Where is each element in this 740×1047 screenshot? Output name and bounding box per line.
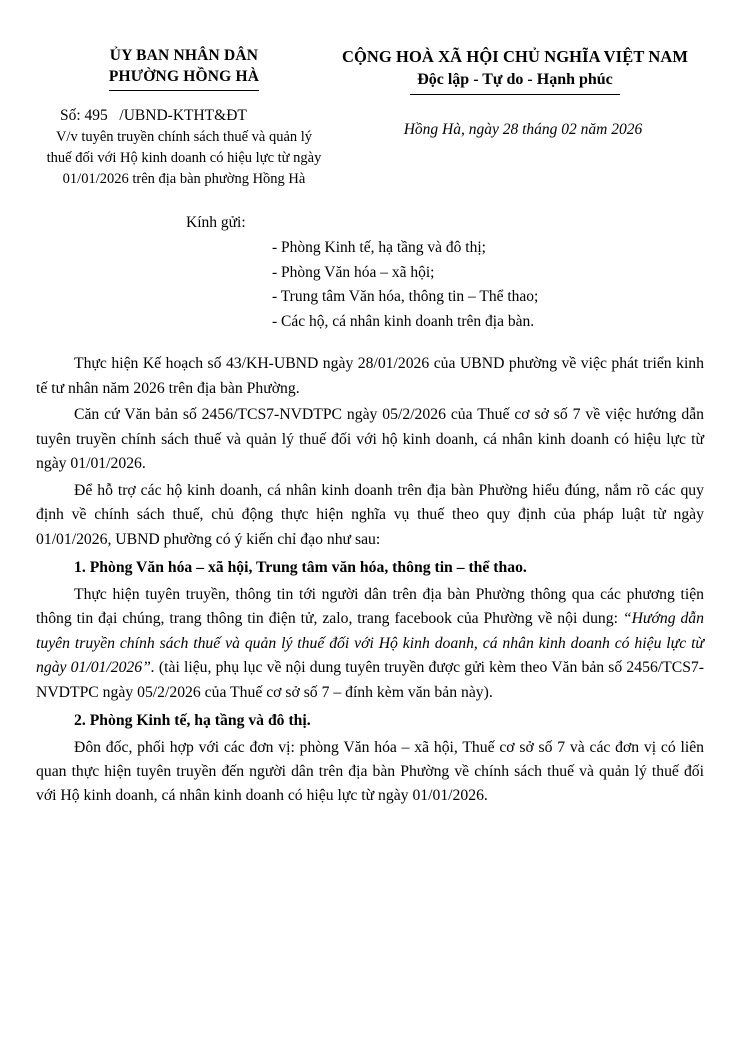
national-title: CỘNG HOÀ XÃ HỘI CHỦ NGHĨA VIỆT NAM: [341, 47, 689, 66]
document-subject-line2: thuế đối với Hộ kinh doanh có hiệu lực từ ngày: [46, 150, 322, 167]
body-paragraph-5: Đôn đốc, phối hợp với các đơn vị: phòng Văn hóa – xã hội, Thuế cơ sở số 7 và các đơn vị có liên quan thực hiện tuyên truyền đến người dân trên địa bàn Phường về chính sách thuế và quản lý thuế đối với Hộ kinh doanh, cá nhân kinh doanh có hiệu lực từ ngày 01/01/2026.: [36, 738, 704, 805]
document-header: [0, 0, 740, 95]
recipients-label: Kính gửi:: [186, 214, 246, 232]
document-subject-line3: 01/01/2026 trên địa bàn phường Hồng Hà: [62, 171, 306, 188]
body-paragraph-4-quote: “Hướng dẫn tuyên truyền chính sách thuế và quản lý thuế đối với Hộ kinh doanh, cá nhân kinh doanh có hiệu lực từ ngày 01/01/2026”.: [36, 610, 704, 677]
document-number: Số: 495 /UBND-KTHT&ĐT: [60, 107, 247, 125]
issuing-organization: [34, 46, 324, 91]
document-reference: [34, 107, 334, 190]
recipients-list: [34, 236, 706, 334]
document-body: [0, 334, 740, 809]
body-paragraph-4-part1: Thực hiện tuyên truyền, thông tin tới người dân trên địa bàn Phường thông qua các phương tiện thông tin đại chúng, trang thông tin điện tử, zalo, trang facebook của Phường về nội dung:: [36, 585, 704, 628]
national-heading: [324, 46, 706, 95]
org-underline: [109, 90, 259, 91]
recipient-item: - Phòng Văn hóa – xã hội;: [272, 263, 435, 281]
recipients-block: [0, 190, 740, 334]
section-heading-1: 1. Phòng Văn hóa – xã hội, Trung tâm văn hóa, thông tin – thể thao.: [74, 559, 527, 577]
motto-underline: [410, 94, 620, 95]
section-heading-2: 2. Phòng Kinh tế, hạ tầng và đô thị.: [74, 712, 311, 730]
document-subject: [34, 127, 334, 190]
recipient-item: - Các hộ, cá nhân kinh doanh trên địa bàn.: [272, 312, 535, 330]
body-paragraph-1: Thực hiện Kế hoạch số 43/KH-UBND ngày 28/01/2026 của UBND phường về việc phát triển kinh tế tư nhân năm 2026 trên địa bàn Phường.: [36, 355, 704, 397]
place-and-date: Hồng Hà, ngày 28 tháng 02 năm 2026: [403, 121, 643, 139]
document-subject-line1: V/v tuyên truyền chính sách thuế và quản lý: [55, 129, 313, 146]
body-paragraph-4: [36, 583, 704, 705]
document-meta: [0, 95, 740, 190]
body-paragraph-2: Căn cứ Văn bản số 2456/TCS7-NVDTPC ngày 05/2/2026 của Thuế cơ sở số 7 về việc hướng dẫn tuyên truyền chính sách thuế và quản lý thuế đối với hộ kinh doanh, cá nhân kinh doanh có hiệu lực từ ngày 01/01/2026.: [36, 406, 704, 473]
national-motto: Độc lập - Tự do - Hạnh phúc: [417, 71, 613, 89]
recipient-item: - Phòng Kinh tế, hạ tầng và đô thị;: [272, 239, 486, 257]
org-name-line2: PHƯỜNG HỒNG HÀ: [108, 67, 260, 85]
org-name-line1: ỦY BAN NHÂN DÂN: [109, 47, 259, 64]
body-paragraph-4-part2: (tài liệu, phụ lục về nội dung tuyên truyền được gửi kèm theo Văn bản số 2456/TCS7-NVDTPC ngày 05/2/2026 của Thuế cơ sở số 7 – đính kèm văn bản này).: [36, 659, 704, 701]
body-paragraph-3: Để hỗ trợ các hộ kinh doanh, cá nhân kinh doanh trên địa bàn Phường hiểu đúng, nắm rõ các quy định về chính sách thuế, chủ động thực hiện nghĩa vụ thuế theo quy định của pháp luật từ ngày 01/01/2026, UBND phường có ý kiến chỉ đạo như sau:: [36, 481, 704, 548]
recipient-item: - Trung tâm Văn hóa, thông tin – Thể thao;: [272, 288, 539, 306]
